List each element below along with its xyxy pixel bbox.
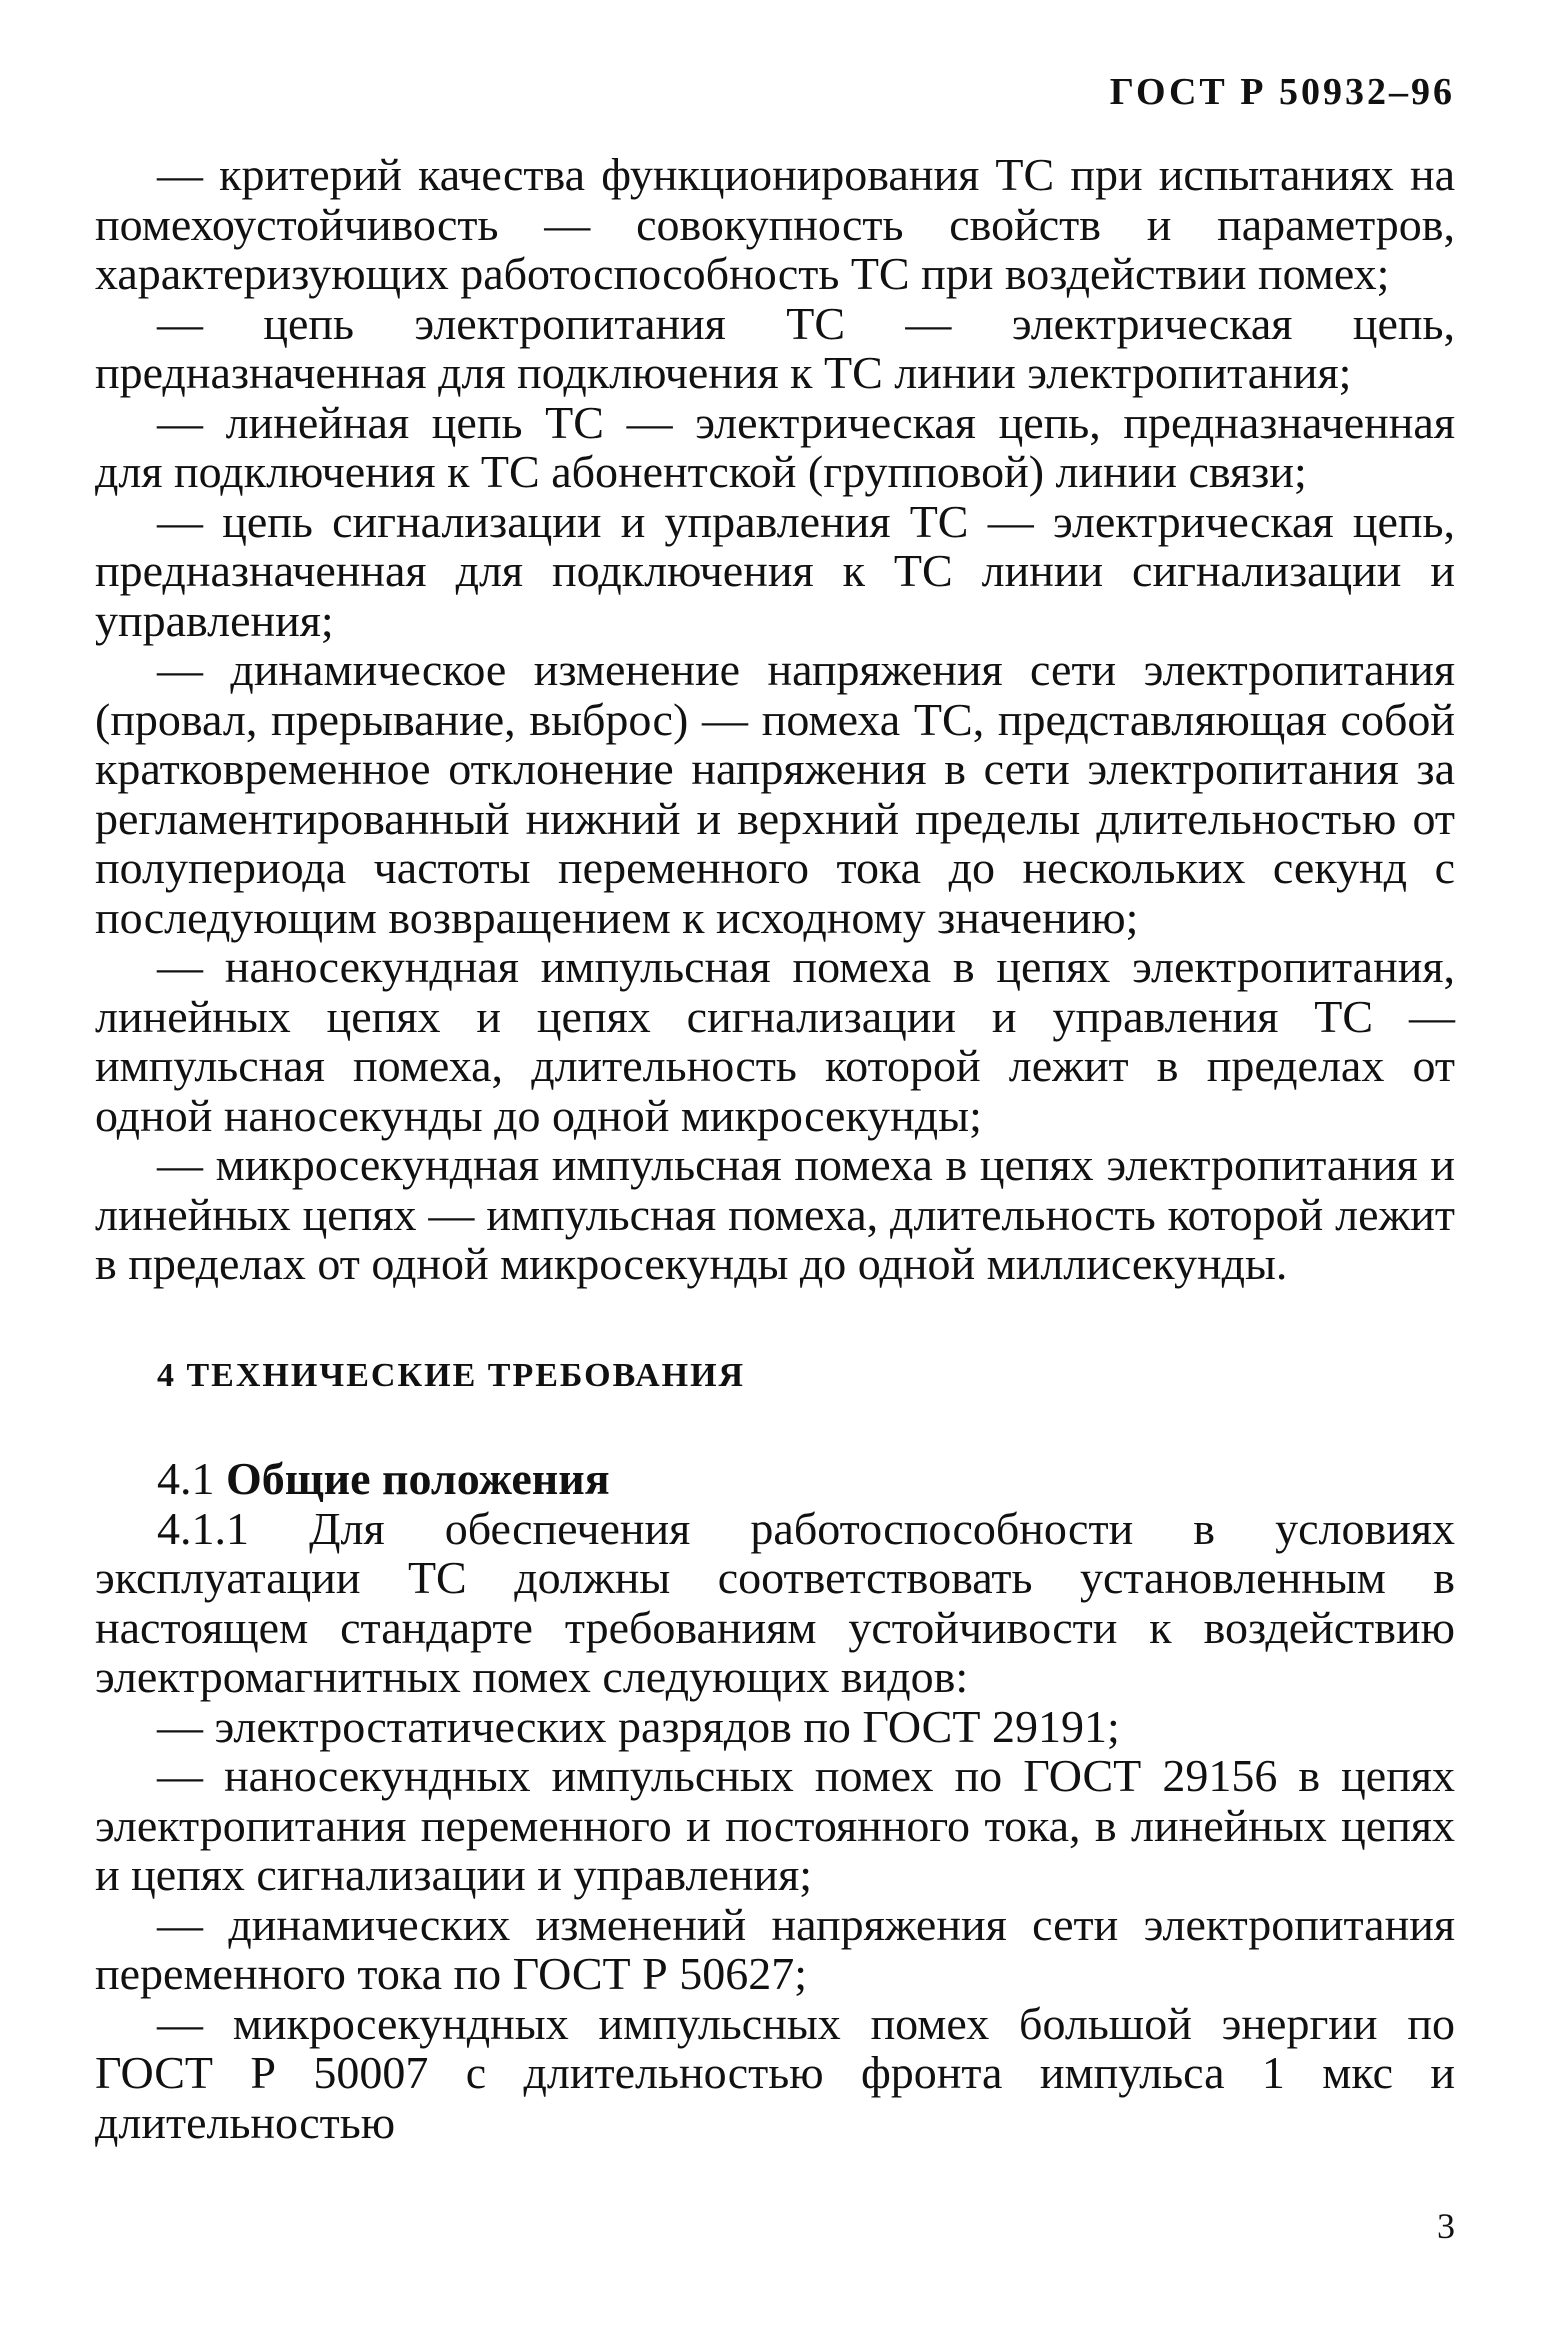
subsection-number: 4.1 [157, 1453, 215, 1504]
definition-paragraph: — наносекундная импульсная помеха в цепях электропитания, линейных цепях и цепях сигнализации и управления ТС — импульсная помеха, длительность которой лежит в пределах от одной наносекунды до одной микросекунды; [95, 941, 1455, 1141]
section-title: 4 ТЕХНИЧЕСКИЕ ТРЕБОВАНИЯ [157, 1356, 746, 1394]
standard-code-header: ГОСТ Р 50932–96 [1109, 71, 1455, 113]
definition-paragraph: — микросекундная импульсная помеха в цепях электропитания и линейных цепях — импульсная помеха, длительность которой лежит в пределах от одной микросекунды до одной миллисекунды. [95, 1139, 1455, 1289]
subsection-title: Общие положения [226, 1453, 610, 1504]
requirement-item: — динамических изменений напряжения сети электропитания переменного тока по ГОСТ Р 50627; [95, 1898, 1455, 1999]
requirement-item: — электростатических разрядов по ГОСТ 29191; [157, 1700, 1120, 1752]
requirement-item: — наносекундных импульсных помех по ГОСТ 29156 в цепях электропитания переменного и постоянного тока, в линейных цепях и цепях сигнализации и управления; [95, 1750, 1455, 1900]
definition-paragraph: — динамическое изменение напряжения сети электропитания (провал, прерывание, выброс) — помеха ТС, представляющая собой кратковременное отклонение напряжения в сети электропитания за регламентированный нижний и верхний пределы длительностью от полупериода частоты переменного тока до нескольких секунд с последующим возвращением к исходному значению; [95, 644, 1455, 943]
page-number: 3 [1437, 2206, 1455, 2246]
requirement-item: — микросекундных импульсных помех большой энергии по ГОСТ Р 50007 с длительностью фронта импульса 1 мкс и длительностью [95, 1997, 1455, 2148]
definition-paragraph: — линейная цепь ТС — электрическая цепь, предназначенная для подключения к ТС абонентской (групповой) линии связи; [95, 396, 1455, 497]
clause-paragraph: 4.1.1 Для обеспечения работоспособности в условиях эксплуатации ТС должны соответствовать установленным в настоящем стандарте требованиям устойчивости к воздействию электромагнитных помех следующих видов: [95, 1502, 1455, 1702]
definition-paragraph: — цепь сигнализации и управления ТС — электрическая цепь, предназначенная для подключения к ТС линии сигнализации и управления; [95, 495, 1455, 646]
document-body [95, 150, 1455, 2147]
definition-paragraph: — критерий качества функционирования ТС при испытаниях на помехоустойчивость — совокупность свойств и параметров, характеризующих работоспособность ТС при воздействии помех; [95, 149, 1455, 299]
subsection-heading [95, 1454, 1455, 1504]
definition-paragraph: — цепь электропитания ТС — электрическая цепь, предназначенная для подключения к ТС линии электропитания; [95, 297, 1455, 398]
